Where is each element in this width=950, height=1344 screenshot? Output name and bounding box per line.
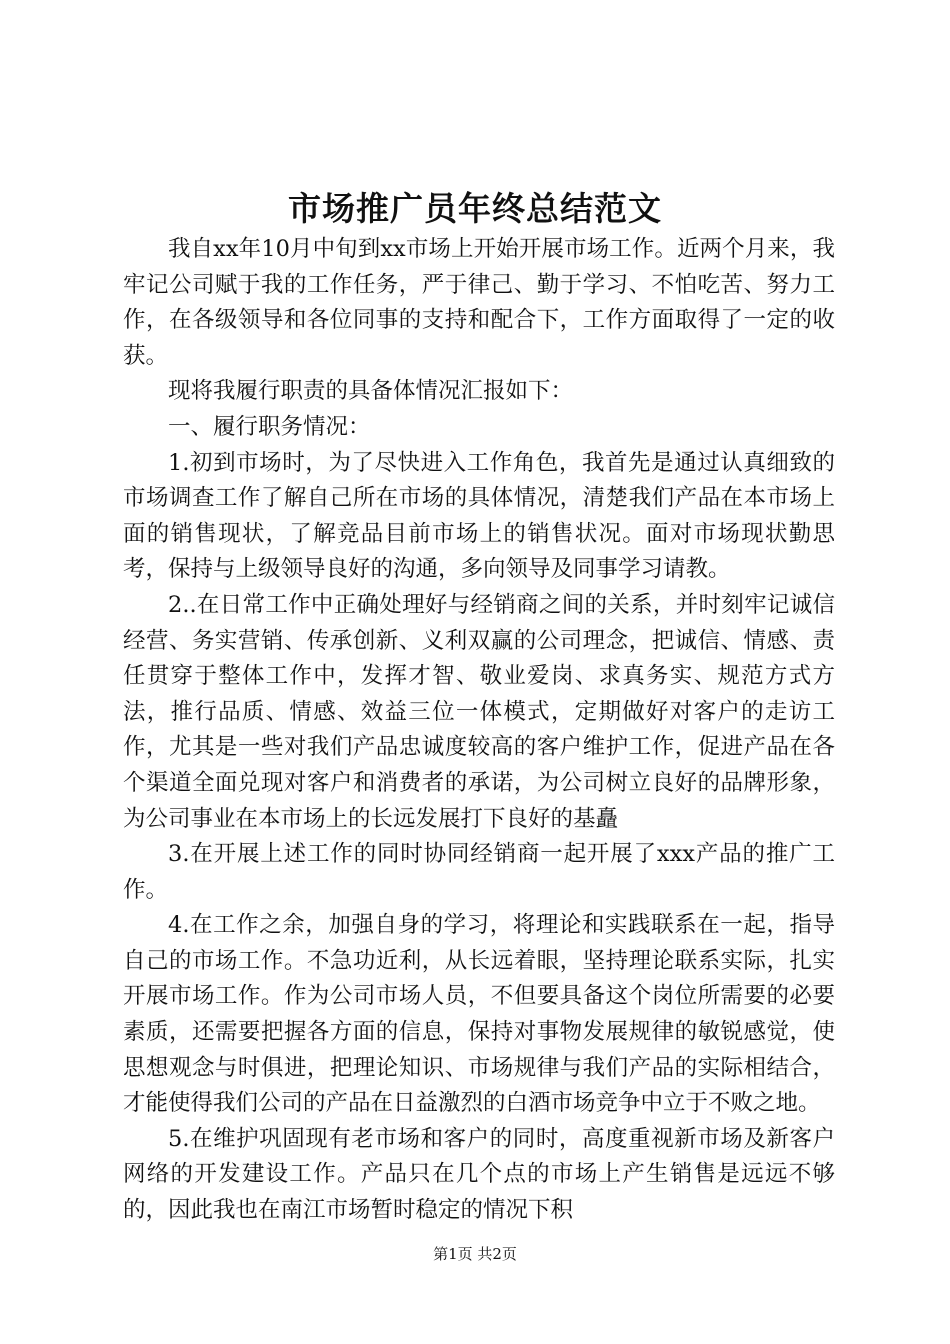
paragraph-item-3: 3.在开展上述工作的同时协同经销商一起开展了xxx产品的推广工作。: [123, 841, 835, 903]
document-title: 市场推广员年终总结范文: [288, 189, 662, 228]
document-body: [123, 232, 835, 1229]
paragraph-item-4: 4.在工作之余，加强自身的学习，将理论和实践联系在一起，指导自己的市场工作。不急功近利，从长远着眼，坚持理论联系实际，扎实开展市场工作。作为公司市场人员，不但要具备这个岗位所需要的必要素质，还需要把握各方面的信息，保持对事物发展规律的敏锐感觉，使思想观念与时俱进，把理论知识、市场规律与我们产品的实际相结合，才能使得我们公司的产品在日益激烈的白酒市场竞争中立于不败之地。: [123, 912, 835, 1117]
section-heading-duties: 一、履行职务情况：: [168, 413, 371, 440]
paragraph-intro: 我自xx年10月中旬到xx市场上开始开展市场工作。近两个月来，我牢记公司赋于我的工作任务，严于律己、勤于学习、不怕吃苦、努力工作，在各级领导和各位同事的支持和配合下，工作方面取得了一定的收获。: [123, 236, 835, 369]
paragraph-item-2: 2..在日常工作中正确处理好与经销商之间的关系，并时刻牢记诚信经营、务实营销、传承创新、义利双赢的公司理念，把诚信、情感、责任贯穿于整体工作中，发挥才智、敬业爱岗、求真务实、规范方式方法，推行品质、情感、效益三位一体模式，定期做好对客户的走访工作，尤其是一些对我们产品忠诚度较高的客户维护工作，促进产品在各个渠道全面兑现对客户和消费者的承诺，为公司树立良好的品牌形象，为公司事业在本市场上的长远发展打下良好的基矗: [123, 591, 835, 832]
paragraph-item-5: 5.在维护巩固现有老市场和客户的同时，高度重视新市场及新客户网络的开发建设工作。产品只在几个点的市场上产生销售是远远不够的，因此我也在南江市场暂时稳定的情况下积: [123, 1125, 835, 1224]
paragraph-report-lead: 现将我履行职责的具备体情况汇报如下：: [168, 378, 574, 405]
page-number-footer: 第1页 共2页: [433, 1245, 517, 1263]
paragraph-item-1: 1.初到市场时，为了尽快进入工作角色，我首先是通过认真细致的市场调查工作了解自己所在市场的具体情况，清楚我们产品在本市场上面的销售现状，了解竞品目前市场上的销售状况。面对市场现状勤思考，保持与上级领导良好的沟通，多向领导及同事学习请教。: [123, 449, 835, 583]
